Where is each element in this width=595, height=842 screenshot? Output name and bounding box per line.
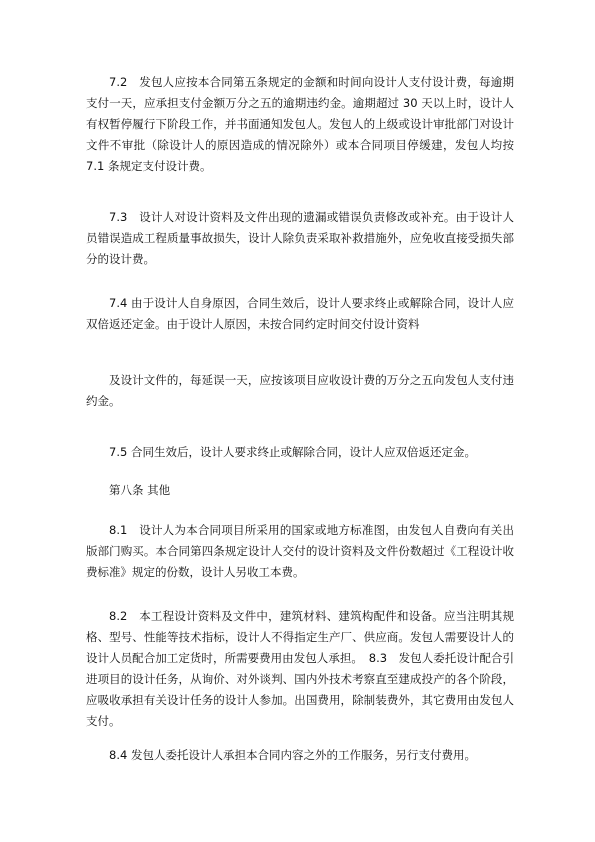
paragraph-8-1: 8.1 设计人为本合同项目所采用的国家或地方标准图，由发包人自费向有关出版部门购买。本合同第四条规定设计人交付的设计资料及文件份数超过《工程设计收费标准》规定的份数，设计人另收工本费。 — [86, 523, 514, 579]
paragraph-7-3: 7.3 设计人对设计资料及文件出现的遗漏或错误负责修改或补充。由于设计人员错误造成工程质量事故损失，设计人除负责采取补救措施外，应免收直接受损失部分的设计费。 — [86, 210, 514, 266]
paragraph-7-4: 7.4 由于设计人自身原因，合同生效后，设计人要求终止或解除合同，设计人应双倍返还定金。由于设计人原因，未按合同约定时间交付设计资料 — [86, 296, 514, 331]
paragraph-7-4-continued: 及设计文件的，每延误一天，应按该项目应收设计费的万分之五向发包人支付违约金。 — [86, 373, 514, 408]
paragraph-8-4: 8.4 发包人委托设计人承担本合同内容之外的工作服务，另行支付费用。 — [109, 748, 476, 762]
paragraph-8-2-8-3: 8.2 本工程设计资料及文件中，建筑材料、建筑构配件和设备。应当注明其规格、型号、性能等技术指标，设计人不得指定生产厂、供应商。发包人需要设计人的设计人员配合加工定货时，所需要费用由发包人承担。 8.3 发包人委托设计配合引进项目的设计任务，从询价、对外谈判、国内外技术考察直至建成投产的各个阶段，应吸收承担有关设计任务的设计人参加。出国费用，除制装费外，其它费用由发包人支付。 — [86, 609, 514, 728]
paragraph-7-2: 7.2 发包人应按本合同第五条规定的金额和时间向设计人支付设计费，每逾期支付一天，应承担支付金额万分之五的逾期违约金。逾期超过 30 天以上时，设计人有权暂停履行下阶段工作，并书面通知发包人。发包人的上级或设计审批部门对设计文件不审批（除设计人的原因造成的情况除外）或本合同项目停缓建，发包人均按 7.1 条规定支付设计费。 — [86, 75, 514, 173]
paragraph-7-5: 7.5 合同生效后，设计人要求终止或解除合同，设计人应双倍返还定金。 — [109, 445, 476, 459]
section-heading-article-8: 第八条 其他 — [109, 483, 171, 497]
